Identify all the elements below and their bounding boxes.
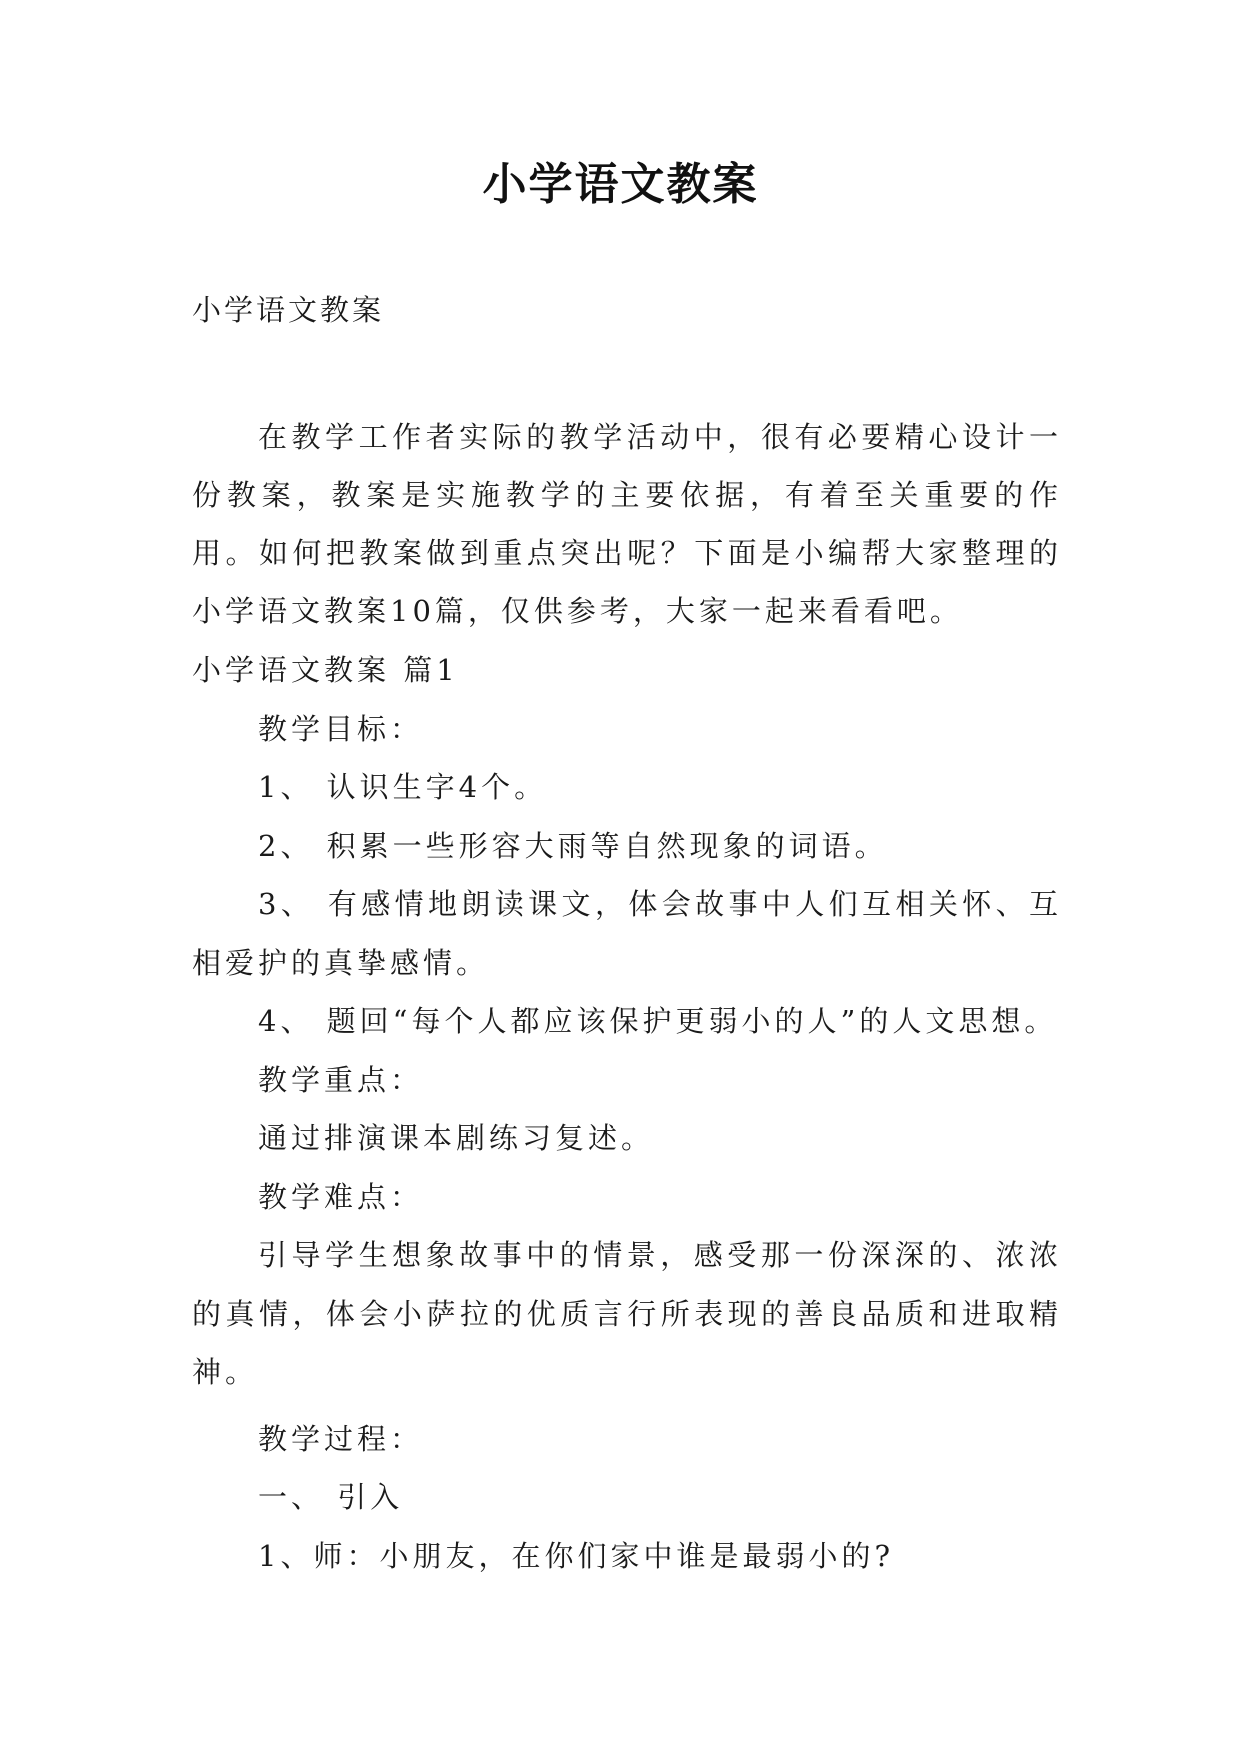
document-subtitle: 小学语文教案 (192, 293, 385, 327)
intro-paragraph: 在教学工作者实际的教学活动中，很有必要精心设计一份教案，教案是实施教学的主要依据，有着至关重要的作用。如何把教案做到重点突出呢？下面是小编帮大家整理的小学语文教案10篇，仅供参考，大家一起来看看吧。 (192, 420, 1062, 628)
objective-item-1: 1、 认识生字4个。 (258, 770, 548, 804)
objective-item-3: 3、 有感情地朗读课文，体会故事中人们互相关怀、互相爱护的真挚感情。 (192, 887, 1062, 980)
process-heading: 教学过程： (258, 1421, 424, 1456)
process-step-1: 一、 引入 (258, 1480, 404, 1514)
key-points-heading: 教学重点： (258, 1062, 424, 1097)
difficulties-text: 引导学生想象故事中的情景，感受那一份深深的、浓浓的真情，体会小萨拉的优质言行所表现的善良品质和进取精神。 (192, 1238, 1062, 1389)
process-item-1: 1、师：小朋友，在你们家中谁是最弱小的? (258, 1538, 894, 1573)
objectives-heading: 教学目标： (258, 711, 424, 746)
objective-item-4: 4、 题回“每个人都应该保护更弱小的人”的人文思想。 (258, 1004, 1058, 1038)
objective-item-2: 2、 积累一些形容大雨等自然现象的词语。 (258, 828, 888, 863)
difficulties-heading: 教学难点： (258, 1179, 424, 1214)
key-points-text: 通过排演课本剧练习复述。 (258, 1121, 655, 1155)
section-heading: 小学语文教案 篇1 (192, 653, 459, 687)
document-title: 小学语文教案 (482, 159, 759, 210)
lesson-content (192, 641, 1062, 1585)
